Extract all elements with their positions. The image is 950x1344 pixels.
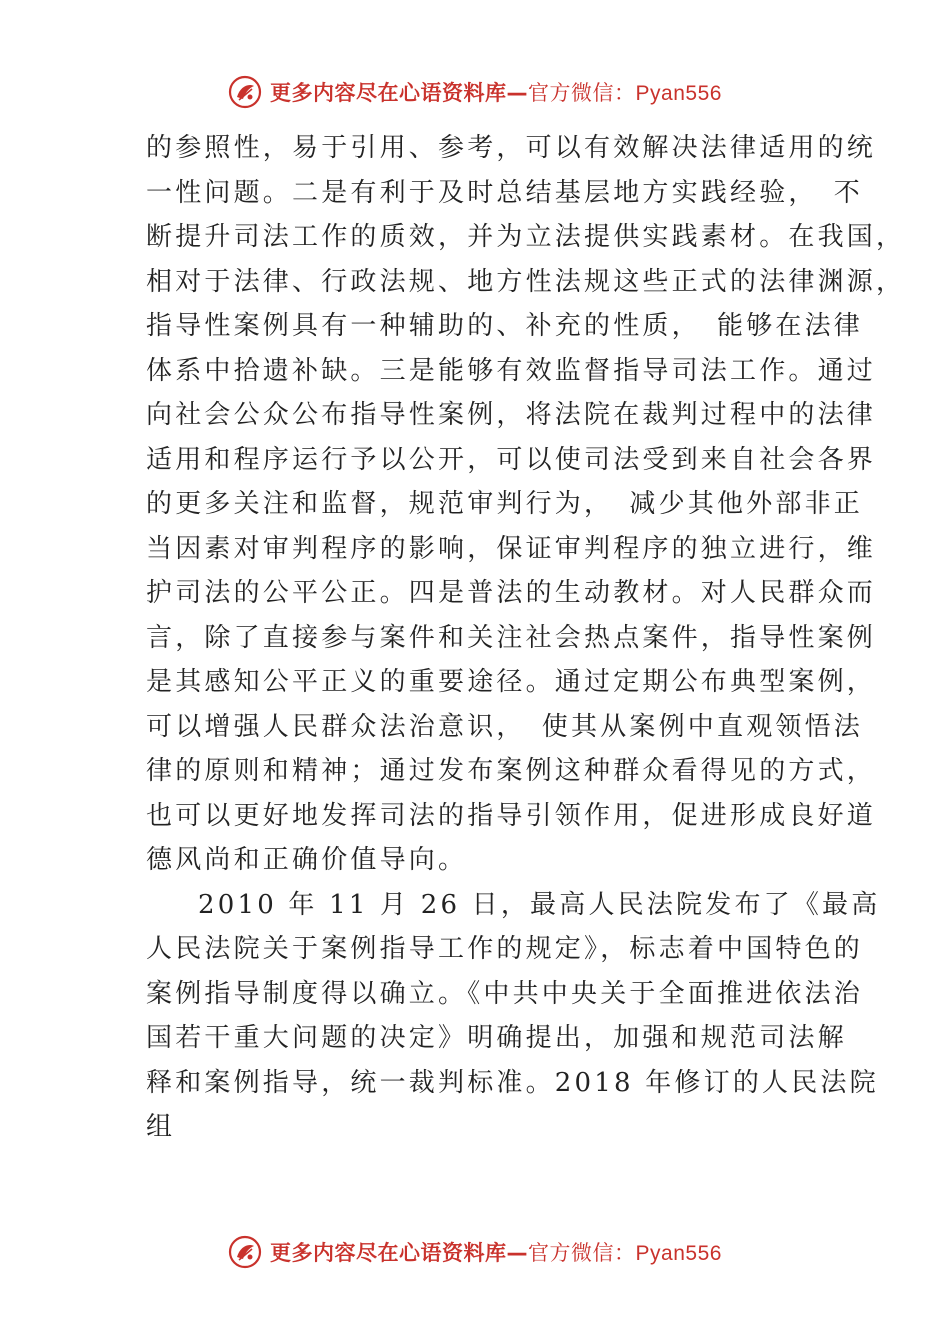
text-line: 国若干重大问题的决定》明确提出，加强和规范司法解	[146, 1023, 847, 1053]
text-line: 体系中拾遗补缺。三是能够有效监督指导司法工作。通过	[146, 355, 877, 386]
text-line: 当因素对审判程序的影响，保证审判程序的独立进行，维	[146, 533, 877, 564]
text-line: 适用和程序运行予以公开，可以使司法受到来自社会各界	[146, 444, 877, 475]
text-line: 是其感知公平正义的重要途径。通过定期公布典型案例，	[146, 667, 877, 697]
text-line: 指导性案例具有一种辅助的、补充的性质， 能够在法律	[146, 311, 864, 341]
paragraph-first-line: 2010 年 11 月 26 日，最高人民法院发布了《最高	[198, 889, 881, 920]
text-line: 德风尚和正确价值导向。	[146, 845, 468, 875]
seal-logo-icon	[228, 75, 262, 109]
text-line: 可以增强人民群众法治意识， 使其从案例中直观领悟法	[146, 711, 864, 742]
header-banner	[0, 72, 950, 112]
banner-wechat-label: 官方微信：	[528, 1241, 636, 1265]
banner-wechat-id: Pyan556	[635, 1242, 722, 1265]
document-body	[146, 126, 906, 1150]
banner-source-text: 更多内容尽在心语资料库	[270, 1241, 507, 1265]
banner-source-text: 更多内容尽在心语资料库	[270, 81, 507, 105]
text-line: 律的原则和精神；通过发布案例这种群众看得见的方式，	[146, 756, 877, 786]
banner-wechat-id: Pyan556	[635, 82, 722, 105]
banner-dash: —	[506, 1241, 529, 1265]
footer-banner	[0, 1232, 950, 1272]
text-line: 释和案例指导，统一裁判标准。2018 年修订的人民法院	[146, 1067, 879, 1098]
banner-wechat-label: 官方微信：	[528, 81, 636, 105]
text-line: 的更多关注和监督，规范审判行为， 减少其他外部非正	[146, 489, 864, 519]
text-line: 一性问题。二是有利于及时总结基层地方实践经验， 不	[146, 177, 864, 208]
text-line: 人民法院关于案例指导工作的规定》，标志着中国特色的	[146, 934, 864, 964]
text-line: 案例指导制度得以确立。《中共中央关于全面推进依法治	[146, 978, 864, 1009]
text-line: 也可以更好地发挥司法的指导引领作用，促进形成良好道	[146, 800, 877, 831]
text-line: 向社会公众公布指导性案例，将法院在裁判过程中的法律	[146, 400, 877, 430]
text-line: 相对于法律、行政法规、地方性法规这些正式的法律渊源，	[146, 266, 906, 297]
banner-dash: —	[506, 81, 529, 105]
text-line: 组	[146, 1112, 176, 1142]
text-line: 护司法的公平公正。四是普法的生动教材。对人民群众而	[146, 578, 877, 608]
text-line: 断提升司法工作的质效，并为立法提供实践素材。在我国，	[146, 222, 906, 252]
text-line: 的参照性，易于引用、参考，可以有效解决法律适用的统	[146, 133, 877, 163]
text-line: 言，除了直接参与案件和关注社会热点案件，指导性案例	[146, 622, 877, 653]
seal-logo-icon	[228, 1235, 262, 1269]
